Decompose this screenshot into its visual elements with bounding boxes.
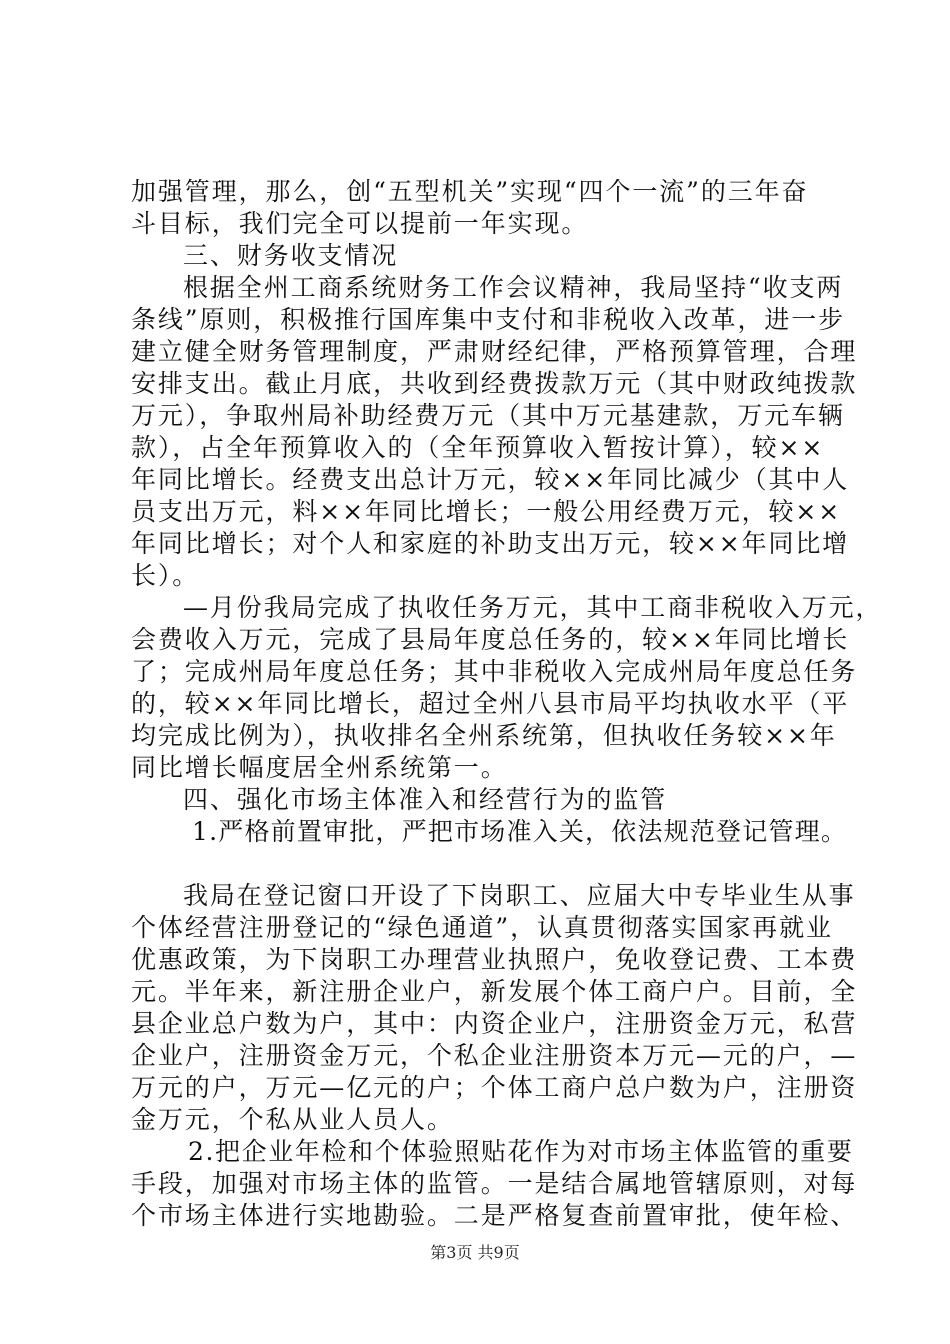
- paragraph-line: 的，较××年同比增长，超过全州八县市局平均执收水平（平: [131, 689, 850, 718]
- paragraph-line: 会费收入万元，完成了县局年度总任务的，较××年同比增长: [131, 625, 850, 654]
- paragraph-line: 企业户，注册资金万元，个私企业注册资本万元—元的户，—: [131, 1041, 858, 1070]
- paragraph-line: 优惠政策，为下岗职工办理营业执照户，免收登记费、工本费: [131, 945, 858, 974]
- paragraph-line: 加强管理，那么，创“五型机关”实现“四个一流”的三年奋: [131, 177, 809, 206]
- paragraph-line: 个体经营注册登记的“绿色通道”，认真贯彻落实国家再就业: [131, 913, 833, 942]
- paragraph-line: 个市场主体进行实地勘验。二是严格复查前置审批，使年检、: [131, 1201, 858, 1230]
- paragraph-line: 员支出万元，料××年同比增长；一般公用经费万元，较××: [131, 497, 842, 526]
- subsection-heading: 1.严格前置审批，严把市场准入关，依法规范登记管理。: [192, 817, 848, 846]
- paragraph-line: 了；完成州局年度总任务；其中非税收入完成州局年度总任务: [131, 657, 858, 686]
- paragraph-line: 均完成比例为），执收排名全州系统第，但执收任务较××年: [131, 721, 837, 750]
- paragraph-line: 同比增长幅度居全州系统第一。: [131, 753, 508, 782]
- paragraph-line: 手段，加强对市场主体的监管。一是结合属地管辖原则，对每: [131, 1169, 858, 1198]
- paragraph-line: 金万元，个私从业人员人。: [131, 1105, 454, 1134]
- paragraph-line: —月份我局完成了执收任务万元，其中工商非税收入万元，: [183, 593, 883, 622]
- paragraph-line: 年同比增长。经费支出总计万元，较××年同比减少（其中人: [131, 465, 850, 494]
- paragraph-line: 建立健全财务管理制度，严肃财经纪律，严格预算管理，合理: [131, 337, 858, 366]
- paragraph-line: 款），占全年预算收入的（全年预算收入暂按计算），较××: [131, 433, 825, 462]
- paragraph-line: 安排支出。截止月底，共收到经费拨款万元（其中财政纯拨款: [131, 369, 858, 398]
- paragraph-line: 万元），争取州局补助经费万元（其中万元基建款，万元车辆: [131, 401, 845, 430]
- section-heading: 三、财务收支情况: [183, 241, 399, 270]
- paragraph-line: 我局在登记窗口开设了下岗职工、应届大中专毕业生从事: [183, 881, 856, 910]
- paragraph-line: 县企业总户数为户，其中：内资企业户，注册资金万元，私营: [131, 1009, 858, 1038]
- page-number-footer: 第3页 共9页: [430, 1243, 520, 1262]
- paragraph-line: 根据全州工商系统财务工作会议精神，我局坚持“收支两: [183, 273, 844, 302]
- paragraph-line: 长）。: [131, 561, 200, 590]
- paragraph-line: 元。半年来，新注册企业户，新发展个体工商户户。目前，全: [131, 977, 858, 1006]
- paragraph-line: 2.把企业年检和个体验照贴花作为对市场主体监管的重要: [188, 1137, 854, 1166]
- paragraph-line: 年同比增长；对个人和家庭的补助支出万元，较××年同比增: [131, 529, 850, 558]
- paragraph-line: 斗目标，我们完全可以提前一年实现。: [131, 209, 589, 238]
- paragraph-line: 条线”原则，积极推行国库集中支付和非税收入改革，进一步: [131, 305, 846, 334]
- paragraph-line: 万元的户，万元—亿元的户；个体工商户总户数为户，注册资: [131, 1073, 858, 1102]
- section-heading: 四、强化市场主体准入和经营行为的监管: [183, 785, 668, 814]
